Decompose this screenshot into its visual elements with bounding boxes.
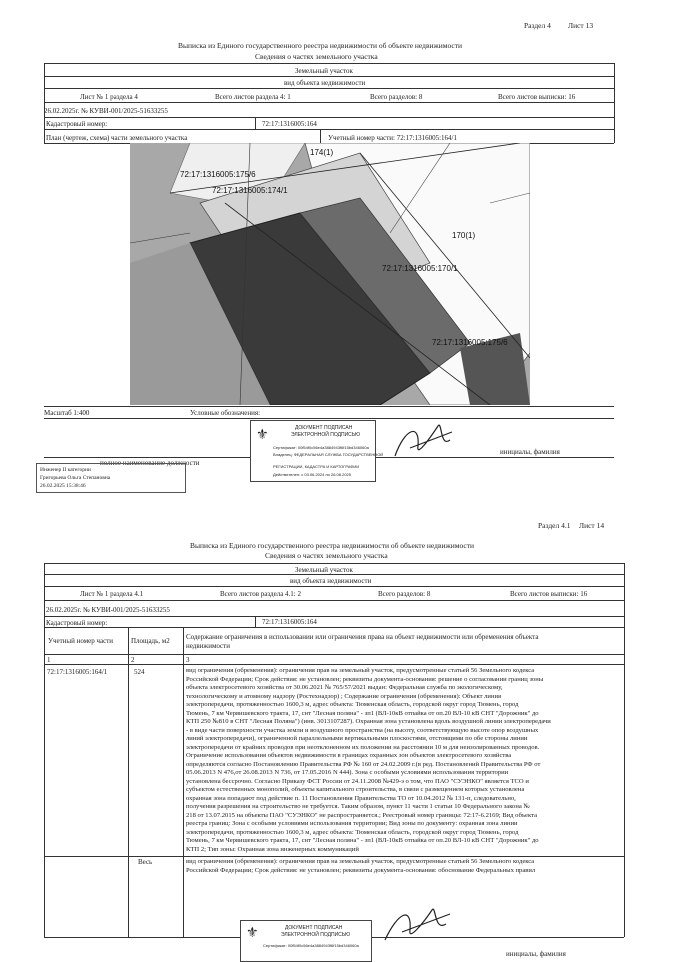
total-extract-2: Всего листов выписки: 16 <box>510 590 588 598</box>
signer-name: Григорьева Ольга Степановна <box>40 475 111 481</box>
cadastral-value-2: 72:17:1316005:164 <box>262 618 317 626</box>
content-line: Тюмень, 7 км Червишевского тракта, 17, снт "Лесная поляна" - зп1 (ВЛ-10кВ отпайка от оп.20 ВЛ-10 кВ СНТ "Дорожник" до <box>186 837 539 844</box>
signer-box <box>36 463 186 493</box>
content-line: охранная зона попадают под действие п. 11 Постановления Правительства ТО от 10.04.2012 № 131-п, следовательно, <box>186 794 516 802</box>
content-line: Российской Федерации; Срок действия: не установлен; реквизиты документа-основания: решение о согласовании границ зоны <box>186 675 544 683</box>
col-num-3: 3 <box>186 656 190 664</box>
signer-role: Инженер II категории <box>40 467 91 473</box>
total-sections-2: Всего разделов: 8 <box>378 590 431 598</box>
col-header-area: Площадь, м2 <box>131 637 170 645</box>
initials-caption-2: инициалы, фамилия <box>506 950 566 958</box>
map-label-4: 170(1) <box>452 231 476 240</box>
object-type-2: Земельный участок <box>295 566 353 574</box>
content-line: определяются согласно Постановлению Правительства РФ № 160 от 24.02.2009 г.(в ред. Постановлений Правительства РФ от <box>186 760 541 768</box>
page2 <box>0 500 678 960</box>
content-line: установлена бессрочно. Согласно Приказу ФСТ России от 24.11.2008 №429-э о том, что ПАО "СУЭНКО" является ТСО и <box>186 777 529 785</box>
col-header-content: Содержание ограничения в использовании или ограничения права на объект недвижимости или обременения объекта <box>186 633 539 641</box>
date-number-2: 26.02.2025г. № КУВИ-001/2025-51633255 <box>46 606 170 614</box>
total-sheets: Всего листов раздела 4: 1 <box>215 93 291 101</box>
cadastral-value: 72:17:1316005:164 <box>262 120 317 128</box>
content-line: субъектом естественных монополий, объекты капитального строительства, в связи с размещением которых установлена <box>186 786 525 793</box>
content-line: линий электропередачи), ограниченной параллельными вертикальными плоскостями, отстоящими по обе стороны линии <box>186 735 528 742</box>
sheet-label: Лист 13 <box>568 21 594 30</box>
content-line: Тюмень, 7 км Червишевского тракта, 17, снт "Лесная поляна" - зп1 (ВЛ-10кВ отпайка от оп.20 ВЛ-10 кВ СНТ "Дорожник" до <box>186 709 539 717</box>
content-line: - в виде части поверхности участка земли и воздушного пространства (на высоту, соответствующую высоте опор воздушных <box>186 726 539 734</box>
row2-area: Весь <box>138 858 153 866</box>
content-line: объекта электросетевого хозяйства от 30.06.2021 № 765/57/2021 выдан: Федеральная служба по экологическому, <box>186 684 503 691</box>
emblem-icon-2: ⚜ <box>246 924 259 940</box>
map-label-3: 72:17:1316005:174/1 <box>212 186 288 195</box>
content-line: электропередачи от крайних проводов при неотклоненном их положении на расстоянии 10 м для неизолированных проводов. <box>186 743 540 751</box>
content-line: КТП 2; Тип зоны: Охранная зона инженерных коммуникаций <box>186 845 359 853</box>
sheet-label-2: Лист 14 <box>579 521 605 530</box>
legend-label: Условные обозначения: <box>190 409 261 417</box>
handwritten-signature <box>390 418 460 464</box>
row1-area: 524 <box>134 668 145 676</box>
content-line: электропередачи, протяженностью 1600,3 м, адрес объекта: Тюменская область, городской округ город Тюмень, город <box>186 701 519 708</box>
content-line: Российской Федерации; Срок действия: не установлен; реквизиты документа-основания: обоснование Федеральных правил <box>186 866 536 874</box>
content-line: технологическому и атомному надзору (Ростехнадзор) ; Содержание ограничения (обременения): Объект линия <box>186 692 502 700</box>
map-label-2: 72:17:1316005:175/6 <box>180 170 256 179</box>
cadastral-label: Кадастровый номер: <box>46 120 108 128</box>
content-line: реестра границ: Зона с особыми условиями использования территории; Вид зоны по документу: охранная зона линии <box>186 820 518 827</box>
object-type-caption: вид объекта недвижимости <box>284 79 366 87</box>
part-label: Учетный номер части: 72:17:1316005:164/1 <box>328 134 458 142</box>
total-sections: Всего разделов: 8 <box>370 93 423 101</box>
row1-content <box>186 667 622 854</box>
row1-part-number: 72:17:1316005:164/1 <box>47 668 108 676</box>
content-line: электропередачи, протяженностью 1600,3 м, адрес объекта: Тюменская область, городской округ город Тюмень, город <box>186 828 519 836</box>
total-sheets-2: Всего листов раздела 4.1: 2 <box>220 590 301 598</box>
total-extract: Всего листов выписки: 16 <box>498 93 576 101</box>
e-signature-stamp: ⚜ ДОКУМЕНТ ПОДПИСАН ЭЛЕКТРОННОЙ ПОДПИСЬЮ Сертификат: 00f54f0c56e4a3884943f6f15bd346060a Владелец: ФЕДЕРАЛЬНАЯ СЛУЖБА ГОСУДАРСТВЕННОЙ РЕГИСТРАЦИИ, КАДАСТРА И КАРТОГРАФИИ Действителен: с 03.06.2024 по 26.08.2025 <box>250 420 376 482</box>
scale-label: Масштаб 1:400 <box>44 409 90 417</box>
object-type: Земельный участок <box>295 67 353 75</box>
map-label-5: 72:17:1316005:170/1 <box>382 264 458 273</box>
section-label: Раздел 4 <box>524 21 551 30</box>
section-label-2: Раздел 4.1 <box>538 521 571 530</box>
position-caption: полное наименование должности <box>100 459 200 467</box>
e-signature-stamp-2: ⚜ ДОКУМЕНТ ПОДПИСАН ЭЛЕКТРОННОЙ ПОДПИСЬЮ Сертификат: 00f54f0c56e4a3884943f6f15bd346060a <box>240 920 372 962</box>
row2-content <box>186 858 622 875</box>
doc-subtitle-2: Сведения о частях земельного участка <box>265 551 388 560</box>
doc-title-2: Выписка из Единого государственного реестра недвижимости об объекте недвижимости <box>190 541 475 550</box>
doc-subtitle: Сведения о частях земельного участка <box>255 52 378 61</box>
content-line: Ограничение использования объектов недвижимости в границах охранных зон объектов электросетевого хозяйства <box>186 752 512 759</box>
content-line: вид ограничения (обременения): ограничения прав на земельный участок, предусмотренные статьей 56 Земельного кодекса <box>186 858 535 865</box>
handwritten-signature-2 <box>380 900 460 950</box>
doc-title: Выписка из Единого государственного реестра недвижимости об объекте недвижимости <box>178 41 463 50</box>
col-num-1: 1 <box>47 656 51 664</box>
plan-label: План (чертеж, схема) части земельного участка <box>46 134 188 142</box>
initials-caption: инициалы, фамилия <box>500 448 560 456</box>
sheet-number: Лист № 1 раздела 4 <box>80 93 138 101</box>
cadastral-label-2: Кадастровый номер: <box>46 619 108 627</box>
col-num-2: 2 <box>131 656 135 664</box>
content-line: получения разрешения на строительство не требуется. Таким образом, пункт 11 части 1 статьи 10 Федерального закона № <box>186 803 530 810</box>
date-number: 26.02.2025г. № КУВИ-001/2025-51633255 <box>44 107 168 115</box>
signer-date: 26.02.2025 15:38:46 <box>40 483 86 489</box>
col-header-content-2: недвижимости <box>186 642 230 650</box>
map-label-1: 174(1) <box>310 148 334 157</box>
content-line: КТП 250 №810 в СНТ "Лесная Поляна") (инв. 3013107287). Охранная зона установлена вдоль воздушной линии электропередачи <box>186 718 551 725</box>
content-line: 218 от 13.07.2015 на объекты ПАО "СУЭНКО" не распространяется.; Реестровый номер границы: 72:17-6.2169; Вид объекта <box>186 811 537 819</box>
plan-map <box>130 143 530 405</box>
content-line: вид ограничения (обременения): ограничения прав на земельный участок, предусмотренные статьей 56 Земельного кодекса <box>186 667 535 674</box>
map-label-6: 72:17:1316005:175/6 <box>432 338 508 347</box>
sheet-number-2: Лист № 1 раздела 4.1 <box>80 590 144 598</box>
object-type-caption-2: вид объекта недвижимости <box>290 577 372 585</box>
content-line: 05.06.2013 N 476,от 26.08.2013 N 736, от 17.05.2016 N 444). Зона с особыми условиями использования территории <box>186 769 509 776</box>
col-header-part: Учетный номер части <box>48 637 114 645</box>
emblem-icon: ⚜ <box>256 426 269 442</box>
